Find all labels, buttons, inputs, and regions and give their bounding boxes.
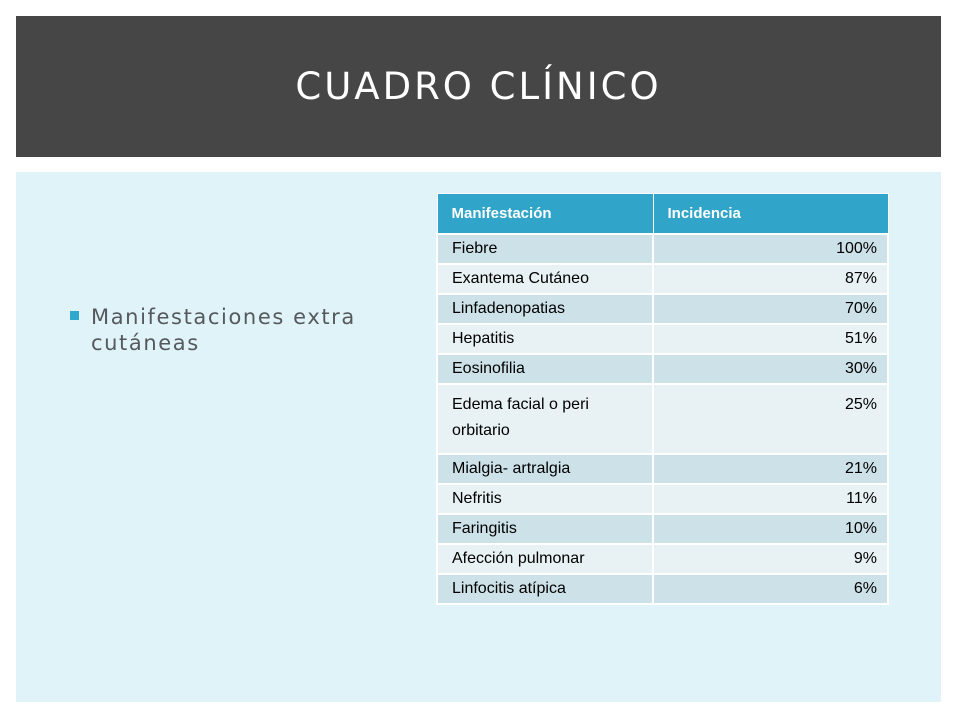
cell-manifestacion: Faringitis xyxy=(437,514,653,544)
bullet-text: Manifestaciones extra cutáneas xyxy=(91,305,356,355)
table-row xyxy=(437,234,888,264)
cell-manifestacion: Hepatitis xyxy=(437,324,653,354)
cell-manifestacion: Nefritis xyxy=(437,484,653,514)
table-row xyxy=(437,354,888,384)
bullet-item xyxy=(70,304,390,356)
cell-incidencia: 87% xyxy=(653,264,888,294)
cell-manifestacion: Linfocitis atípica xyxy=(437,574,653,604)
cell-incidencia: 30% xyxy=(653,354,888,384)
cell-manifestacion: Afección pulmonar xyxy=(437,544,653,574)
table-header-row xyxy=(437,194,888,235)
cell-incidencia: 21% xyxy=(653,454,888,484)
cell-manifestacion: Linfadenopatias xyxy=(437,294,653,324)
table-row xyxy=(437,264,888,294)
header-incidencia: Incidencia xyxy=(653,194,888,235)
cell-incidencia: 25% xyxy=(653,384,888,454)
cell-manifestacion: Mialgia- artralgia xyxy=(437,454,653,484)
cell-incidencia: 70% xyxy=(653,294,888,324)
title-bar xyxy=(16,16,941,157)
cell-manifestacion: Eosinofilia xyxy=(437,354,653,384)
cell-incidencia: 11% xyxy=(653,484,888,514)
cell-incidencia: 9% xyxy=(653,544,888,574)
table-row xyxy=(437,574,888,604)
table-row xyxy=(437,454,888,484)
table-row xyxy=(437,544,888,574)
cell-incidencia: 100% xyxy=(653,234,888,264)
manifestations-table xyxy=(436,193,889,605)
cell-manifestacion: Exantema Cutáneo xyxy=(437,264,653,294)
cell-incidencia: 10% xyxy=(653,514,888,544)
table-row xyxy=(437,324,888,354)
cell-incidencia: 51% xyxy=(653,324,888,354)
header-manifestacion: Manifestación xyxy=(437,194,653,235)
table-row xyxy=(437,484,888,514)
square-bullet-icon xyxy=(70,311,79,320)
table-row xyxy=(437,294,888,324)
content-panel xyxy=(16,172,941,702)
cell-incidencia: 6% xyxy=(653,574,888,604)
cell-manifestacion: Fiebre xyxy=(437,234,653,264)
slide-title: CUADRO CLÍNICO xyxy=(295,65,662,108)
cell-manifestacion: Edema facial o peri orbitario xyxy=(437,384,653,454)
table-row xyxy=(437,384,888,454)
table-row xyxy=(437,514,888,544)
